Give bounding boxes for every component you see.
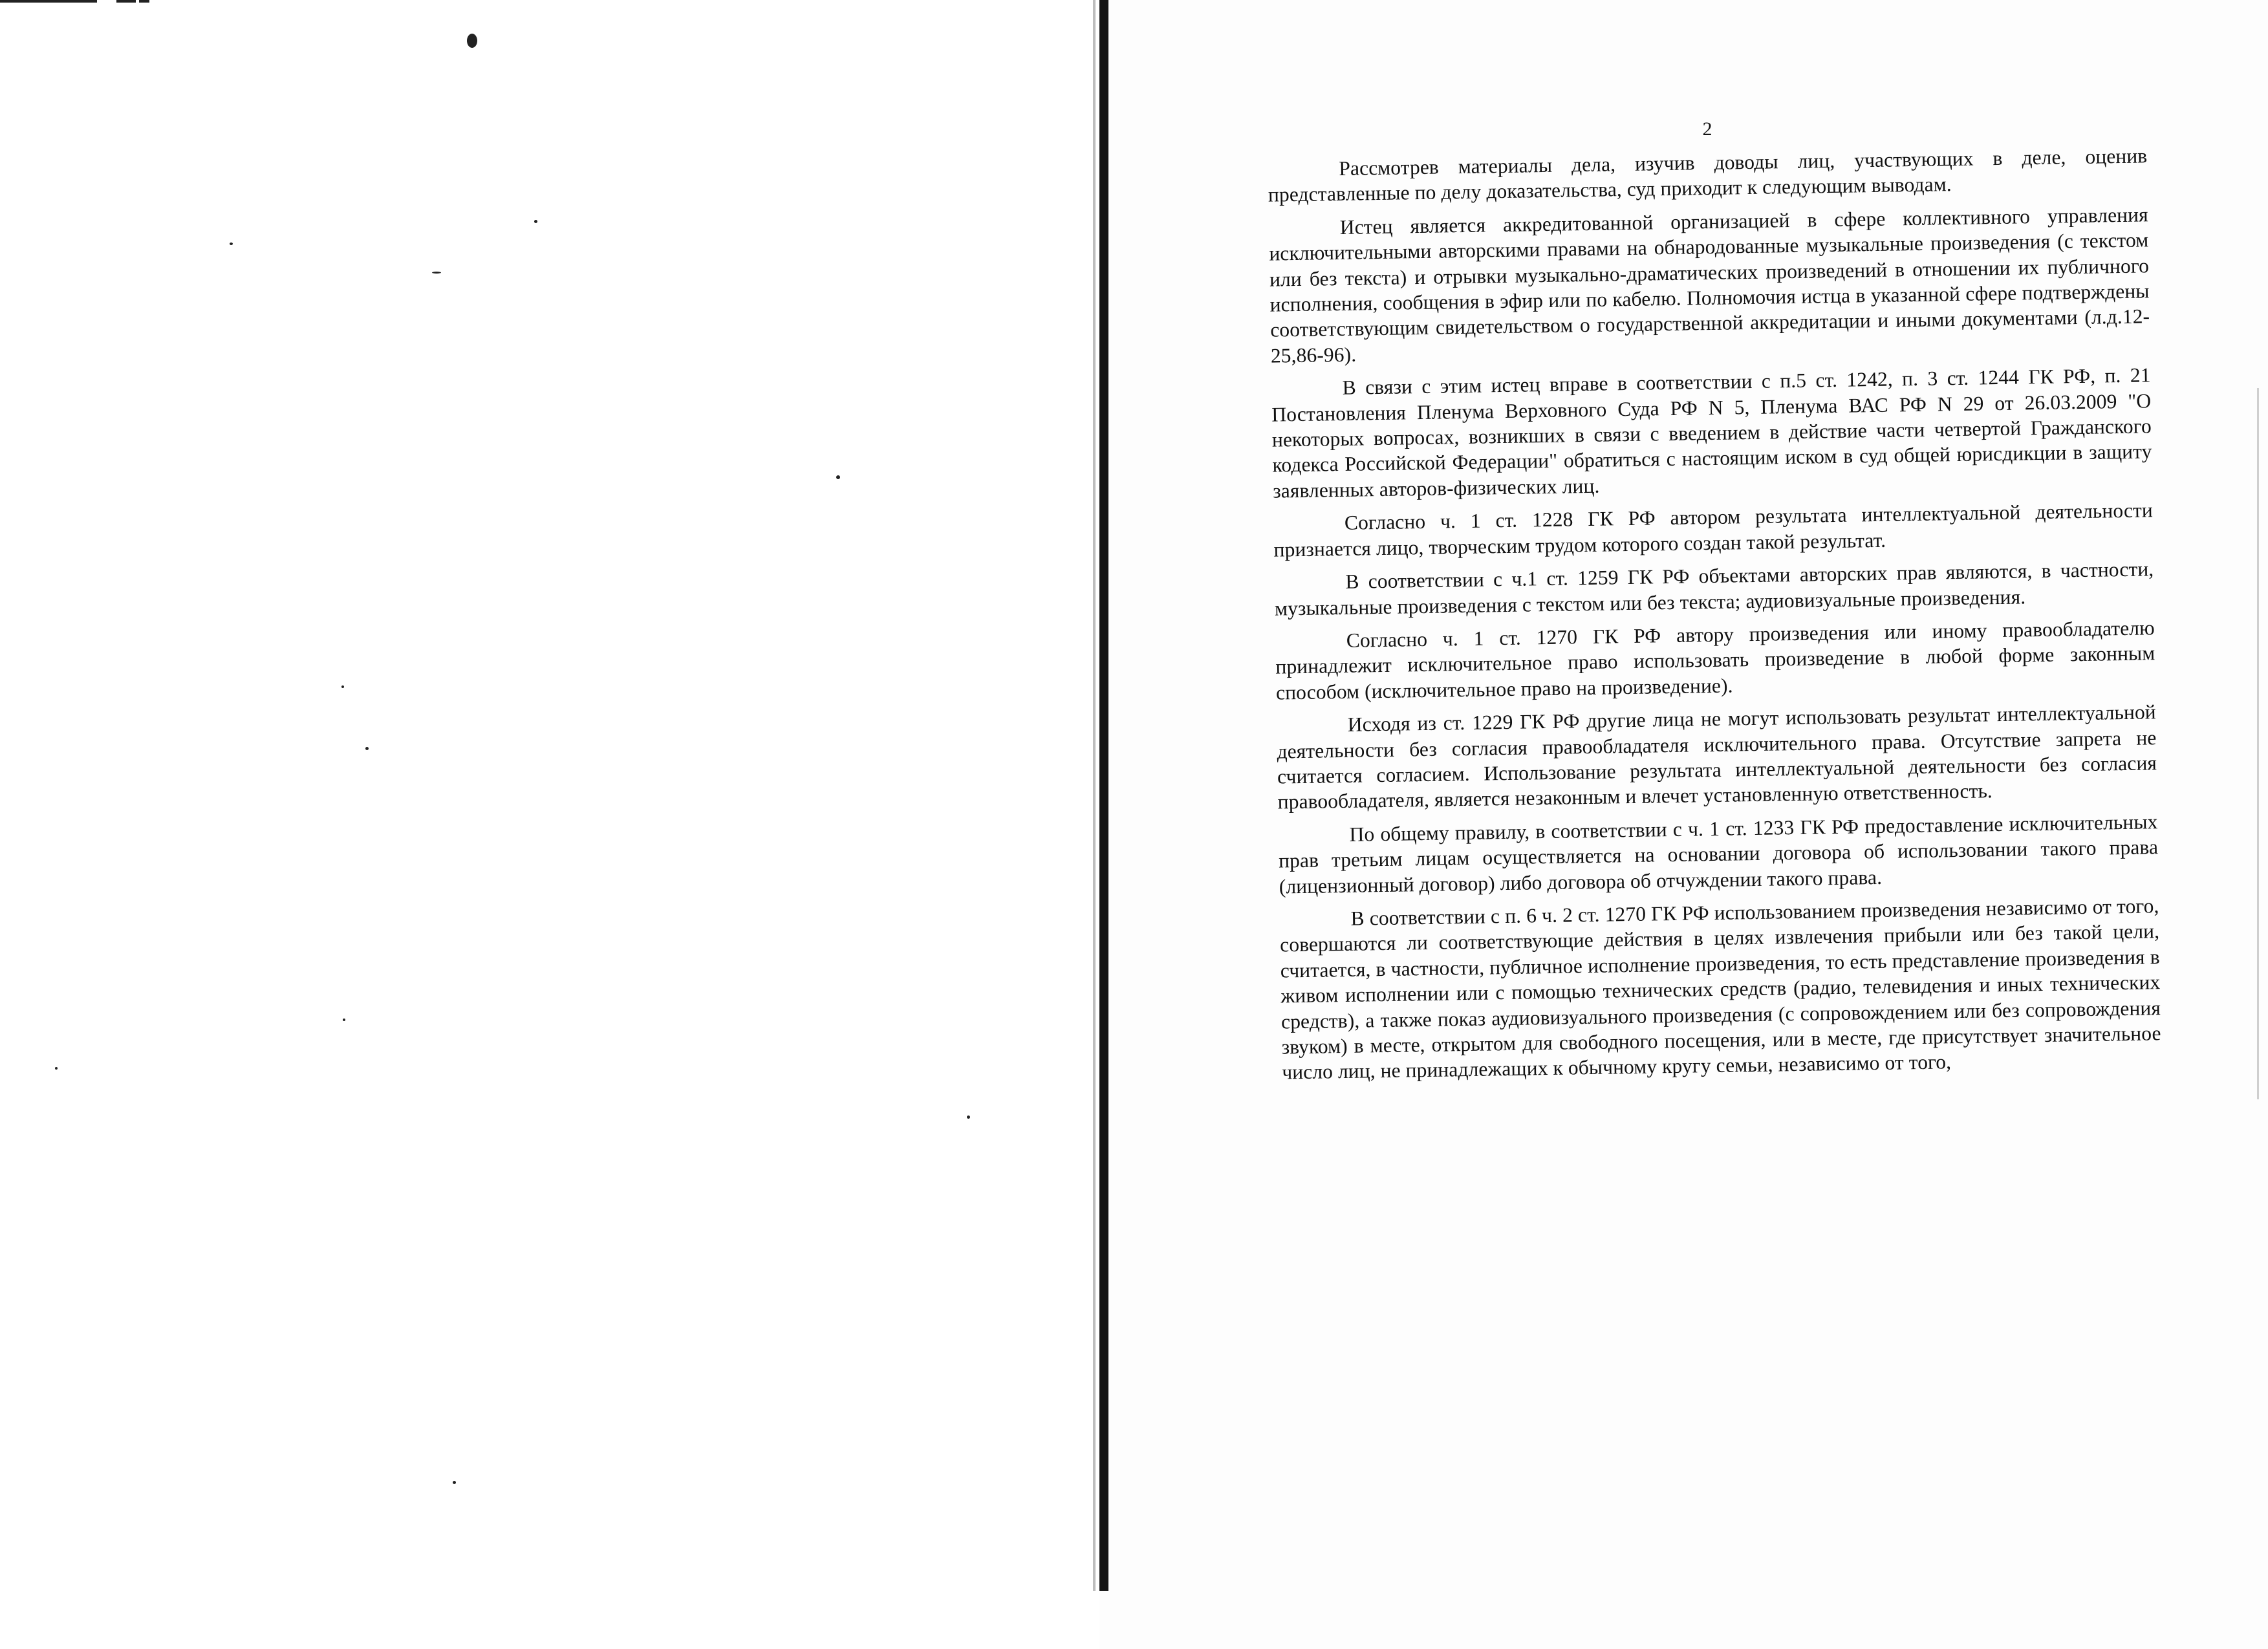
scan-artifact-mark (0, 0, 97, 3)
paragraph: По общему правилу, в соответствии с ч. 1 ст. 1233 ГК РФ предоставление исключительных прав третьим лицам осуществляется на основании договора об использовании такого права (лицензионный договор) либо договора об отчуждении такого права. (1278, 810, 2159, 898)
scan-speck (230, 242, 233, 245)
document-body (1268, 143, 2162, 1093)
scan-speck (534, 220, 537, 223)
paragraph: Согласно ч. 1 ст. 1270 ГК РФ автору произведения или иному правообладателю принадлежит исключительное право использовать произведение в любой форме законным способом (исключительное право на произведение). (1275, 616, 2155, 704)
scan-speck (343, 1018, 345, 1021)
scan-artifact-mark (139, 0, 149, 3)
page-edge-shadow (2257, 388, 2259, 1099)
paragraph: Рассмотрев материалы дела, изучив доводы лиц, участвующих в деле, оценив представленные по делу доказательства, суд приходит к следующим выводам. (1268, 144, 2148, 207)
page-gutter-shadow (1093, 0, 1096, 1591)
paragraph: Исходя из ст. 1229 ГК РФ другие лица не могут использовать результат интеллектуальной деятельности без согласия правообладателя исключительного права. Отсутствие запрета не считается согласием. Использование результата интеллектуальной деятельности без согласия правообладателя, является незаконным и влечет установленную ответственность. (1277, 700, 2157, 814)
paragraph: В соответствии с п. 6 ч. 2 ст. 1270 ГК РФ использованием произведения независимо от того, совершаются ли соответствующие действия в целях извлечения прибыли или без такой цели, считается, в частности, публичное исполнение произведения, то есть представление произведения в живом исполнении или с помощью технических средств (радио, телевидения и иных технических средств), а также показ аудиовизуального произведения (с сопровождением или без сопровождения звуком) в месте, открытом для свободного посещения, или в месте, где присутствует значительное число лиц, не принадлежащих к обычному кругу семьи, независимо от того, (1279, 894, 2161, 1084)
scan-speck (453, 1481, 456, 1484)
paragraph: В связи с этим истец вправе в соответствии с п.5 ст. 1242, п. 3 ст. 1244 ГК РФ, п. 21 Постановления Пленума Верховного Суда РФ N 5, Пленума ВАС РФ N 29 от 26.03.2009 "О некоторых вопросах, возникших в связи с введением в действие части четвертой Гражданского кодекса Российской Федерации" обратиться с настоящим иском в суд общей юрисдикции в защиту заявленных авторов-физических лиц. (1271, 363, 2152, 502)
scan-speck (365, 747, 369, 750)
scan-speck (467, 34, 477, 48)
scan-speck (836, 475, 840, 479)
scan-speck (432, 272, 441, 274)
scan-speck (341, 685, 344, 688)
scan-artifact-mark (116, 0, 136, 3)
paragraph: В соответствии с ч.1 ст. 1259 ГК РФ объектами авторских прав являются, в частности, музыкальные произведения с текстом или без текста; аудиовизуальные произведения. (1274, 557, 2154, 620)
paragraph: Истец является аккредитованной организацией в сфере коллективного управления исключительными авторскими правами на обнародованные музыкальные произведения (с текстом или без текста) и отрывки музыкально-драматических произведений в отношении их публичного исполнения, сообщения в эфир или по кабелю. Полномочия истца в указанной сфере подтверждены соответствующим свидетельством о государственной аккредитации и иными документами (л.д.12-25,86-96). (1269, 203, 2150, 367)
page-gutter (1099, 0, 1108, 1591)
left-page-blank (0, 0, 1099, 1649)
page-number: 2 (1702, 118, 1712, 140)
scan-speck (967, 1116, 970, 1119)
document-page (1268, 110, 2161, 1546)
scan-speck (55, 1067, 58, 1070)
paragraph: Согласно ч. 1 ст. 1228 ГК РФ автором результата интеллектуальной деятельности признается лицо, творческим трудом которого создан такой результат. (1273, 499, 2154, 561)
